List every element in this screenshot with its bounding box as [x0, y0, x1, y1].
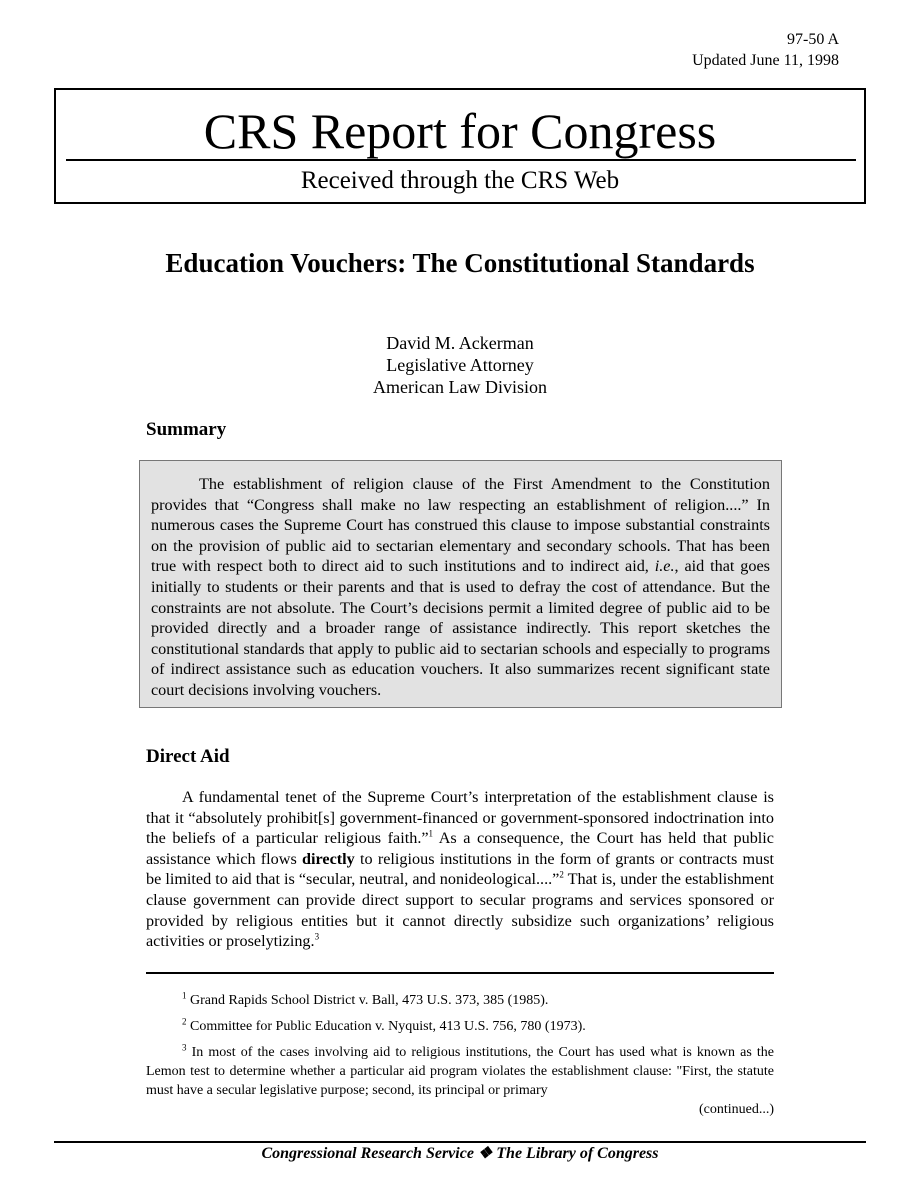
footnote-continued: (continued...)	[698, 1102, 774, 1117]
footnotes	[146, 991, 774, 1119]
footnote-2: $^2$ Committee for Public Education v. Nyquist, 413 U.S. 756, 780 (1973).	[182, 1016, 586, 1034]
author-block	[150, 332, 770, 398]
footnote-ref-3[interactable]: 3	[314, 931, 320, 942]
direct-aid-heading: Direct Aid	[146, 746, 230, 767]
author-name: David M. Ackerman	[386, 333, 534, 353]
report-number: 97-50 A	[787, 31, 839, 48]
author-division: American Law Division	[373, 377, 547, 397]
footnote-separator	[146, 972, 774, 974]
summary-box	[139, 460, 782, 708]
summary-ie: i.e.	[654, 557, 675, 576]
direct-aid-paragraph: A fundamental tenet of the Supreme Court’s interpretation of the establishment clause is that it “absolutely prohibit[s] government-financed or government-sponsored indoctrination into the beliefs of a particular religious faith.”$^1$ As a consequence, the Court has held that public assistance which flows directly to religious institutions in the form of grants or contracts must be limited to aid that is “secular, neutral, and nonideological....”$^2$ That is, under the establishment clause government can provide direct support to secular programs and services sponsored or provided by religious entities but it cannot directly subsidize such organizations’ religious activities or proselytizing.$^3$	[146, 788, 774, 951]
direct-aid-section	[146, 787, 774, 952]
masthead-rule	[66, 159, 856, 161]
author-role: Legislative Attorney	[386, 355, 534, 375]
footnote-ref-2[interactable]: 2	[559, 869, 564, 880]
footer-rule	[54, 1141, 866, 1143]
summary-heading: Summary	[146, 419, 227, 440]
document-title: Education Vouchers: The Constitutional Standards	[165, 248, 755, 278]
summary-paragraph: The establishment of religion clause of the First Amendment to the Constitution provides that “Congress shall make no law respecting an establishment of religion....” In numerous cases the Supreme Court has construed this clause to impose substantial constraints on the provision of public aid to sectarian elementary and secondary schools. That has been true with respect both to direct aid to such institutions and to indirect aid, i.e., aid that goes initially to students or their parents and that is used to defray the cost of attendance. But the constraints are not absolute. The Court’s decisions permit a limited degree of public aid to be provided directly and a broader range of assistance indirectly. This report sketches the constitutional standards that apply to public aid to sectarian schools and especially to programs of indirect assistance such as education vouchers. It also summarizes recent significant state court decisions involving vouchers.	[151, 475, 770, 699]
footnote-ref-1[interactable]: 1	[428, 828, 434, 839]
masthead-title: CRS Report for Congress	[203, 103, 717, 159]
masthead-subtitle: Received through the CRS Web	[300, 167, 620, 194]
report-identifier	[692, 29, 839, 71]
page-footer: Congressional Research Service ❖ The Library of Congress	[261, 1145, 659, 1162]
report-updated-date: Updated June 11, 1998	[692, 52, 839, 69]
masthead	[54, 88, 866, 204]
footnote-3: $^3$ In most of the cases involving aid to religious institutions, the Court has used what is known as the Lemon test to determine whether a particular aid program violates the establishment clause: "First, the statute must have a secular legislative purpose; second, its principal or primary (continued...)	[146, 1042, 774, 1117]
footnote-1: $^1$ Grand Rapids School District v. Ball, 473 U.S. 373, 385 (1985).	[182, 990, 549, 1008]
emphasis-directly: directly	[302, 849, 355, 868]
